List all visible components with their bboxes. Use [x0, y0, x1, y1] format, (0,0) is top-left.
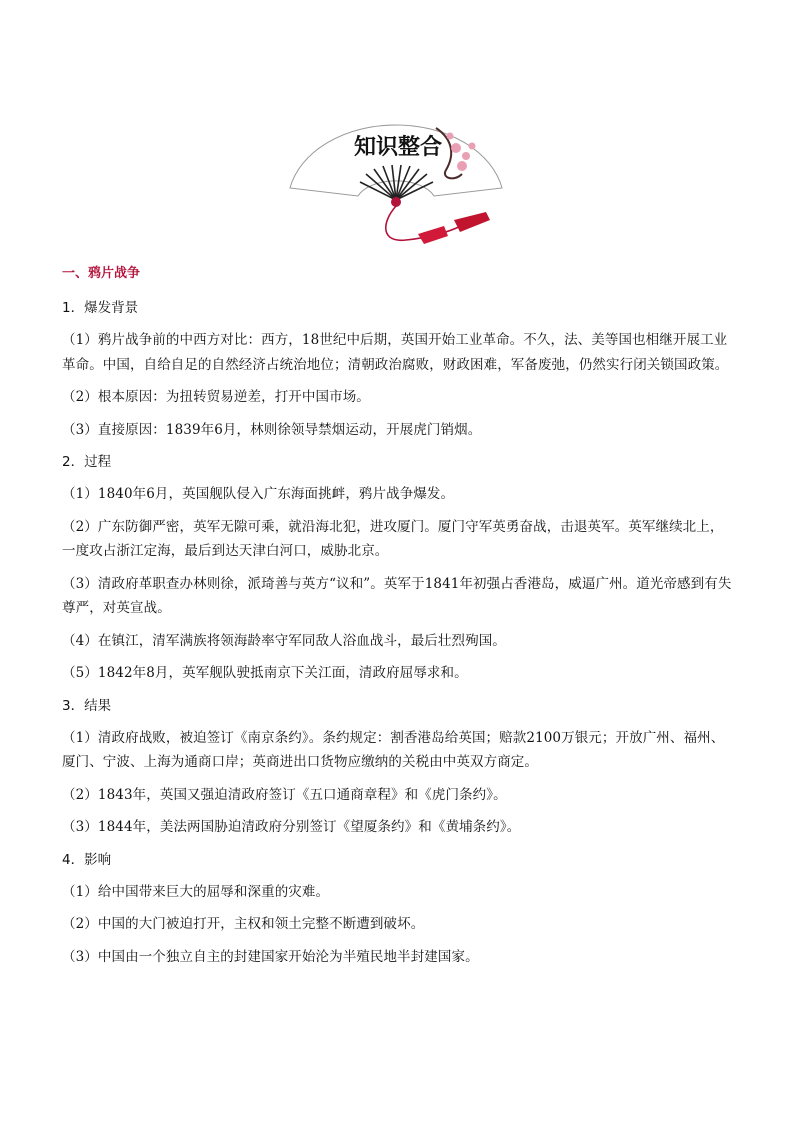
- paragraph: （1）清政府战败，被迫签订《南京条约》。条约规定：割香港岛给英国；赔款2100万银元；开放广州、福州、厦门、宁波、上海为通商口岸；英商进出口货物应缴纳的关税由中英双方商定。: [62, 729, 725, 770]
- paragraph: （2）根本原因：为扭转贸易逆差，打开中国市场。: [62, 389, 370, 405]
- subsection: [62, 848, 732, 970]
- paragraph: （1）鸦片战争前的中西方对比：西方，18世纪中后期，英国开始工业革命。不久，法、美等国也相继开展工业革命。中国，自给自足的自然经济占统治地位；清朝政治腐败，财政困难，军备废弛，仍然实行闭关锁国政策。: [62, 332, 729, 373]
- subsection-title: 3．结果: [62, 697, 112, 714]
- subsection-title: 1．爆发背景: [62, 300, 139, 316]
- paragraph: （4）在镇江，清军满族将领海龄率守军同敌人浴血战斗，最后壮烈殉国。: [62, 632, 506, 649]
- tassel: [454, 212, 490, 232]
- main-content: [62, 262, 732, 977]
- paragraph: （2）广东防御严密，英军无隙可乘，就沿海北犯，进攻厦门。厦门守军英勇奋战，击退英军。英军继续北上，一度攻占浙江定海，最后到达天津白河口，威胁北京。: [62, 518, 724, 559]
- paragraph: （2）1843年，英国又强迫清政府签订《五口通商章程》和《虎门条约》。: [62, 786, 507, 803]
- paragraph: （3）清政府革职查办林则徐，派琦善与英方“议和”。英军于1841年初强占香港岛，威逼广州。道光帝感到有失尊严，对英宣战。: [62, 575, 732, 616]
- subsection: [62, 450, 732, 686]
- tassel-2: [418, 226, 448, 244]
- paragraph: （1）给中国带来巨大的屈辱和深重的灾难。: [62, 883, 330, 900]
- fan-pivot: [391, 197, 401, 207]
- fan-header-illustration: [286, 108, 506, 258]
- paragraph: （2）中国的大门被迫打开，主权和领土完整不断遭到破坏。: [62, 916, 425, 932]
- subsection: [62, 296, 732, 442]
- paragraph: （3）1844年，美法两国胁迫清政府分别签订《望厦条约》和《黄埔条约》。: [62, 819, 521, 835]
- paragraph: （5）1842年8月，英军舰队驶抵南京下关江面，清政府屈辱求和。: [62, 665, 468, 681]
- paragraph: （3）中国由一个独立自主的封建国家开始沦为半殖民地半封建国家。: [62, 948, 479, 965]
- section-groups: [62, 296, 732, 969]
- section-title: 一、鸦片战争: [62, 266, 141, 281]
- badge-title: 知识整合: [353, 134, 443, 160]
- paragraph: （1）1840年6月，英国舰队侵入广东海面挑衅，鸦片战争爆发。: [62, 486, 455, 502]
- subsection-title: 2．过程: [62, 454, 112, 470]
- subsection: [62, 694, 732, 840]
- paragraph: （3）直接原因：1839年6月，林则徐领导禁烟运动，开展虎门销烟。: [62, 421, 482, 438]
- subsection-title: 4．影响: [62, 851, 112, 868]
